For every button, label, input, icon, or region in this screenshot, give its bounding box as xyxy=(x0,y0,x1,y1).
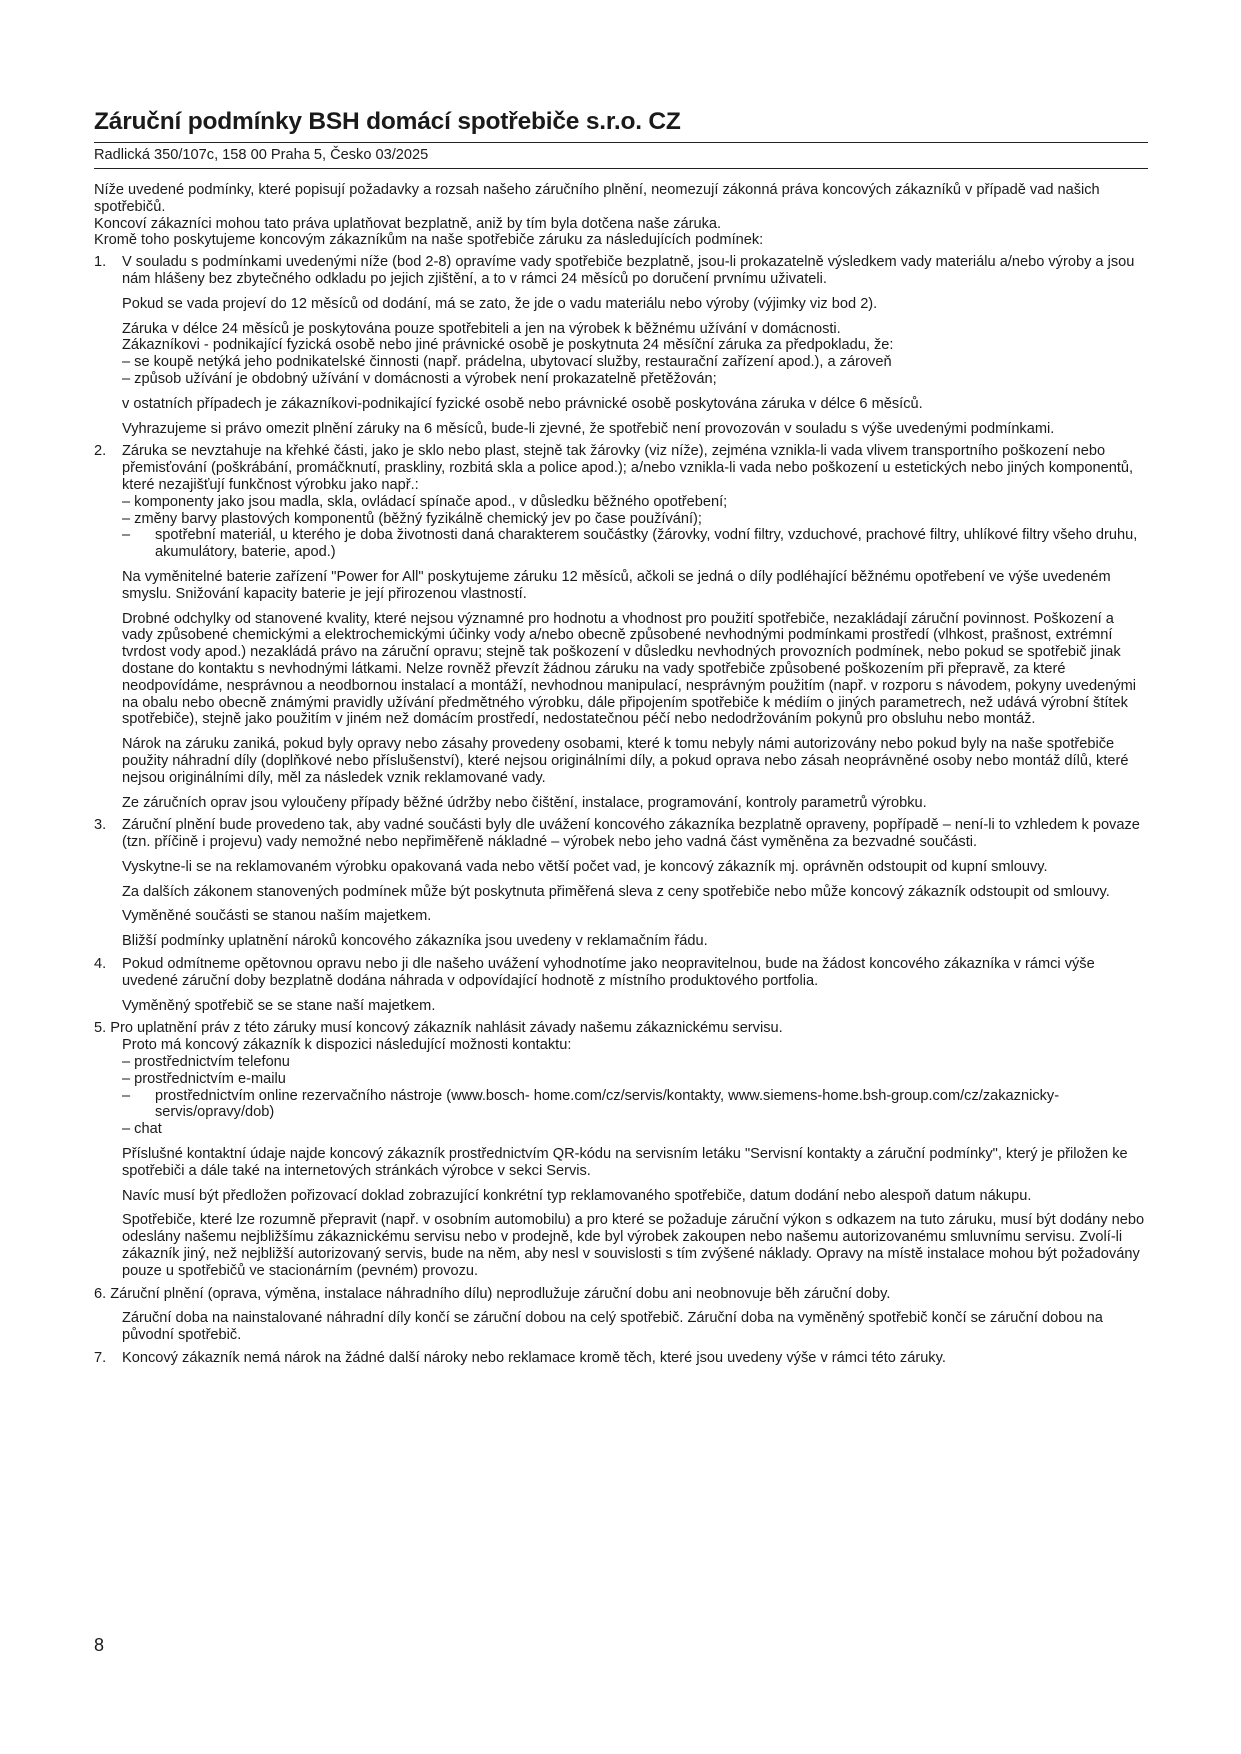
subtitle-rule xyxy=(94,168,1148,169)
item-3-paragraph-3: Za dalších zákonem stanovených podmínek může být poskytnuta přiměřená sleva z ceny spotřebiče nebo může koncový zákazník odstoupit od smlouvy. xyxy=(122,883,1110,900)
item-1-paragraph-6: Vyhrazujeme si právo omezit plnění záruky na 6 měsíců, bude-li zjevné, že spotřebič není provozován v souladu s výše uvedenými podmínkami. xyxy=(122,420,1055,437)
item-2-paragraph-4: Nárok na záruku zaniká, pokud byly opravy nebo zásahy provedeny osobami, které k tomu nebyly námi autorizovány nebo pokud byly na naše spotřebiče použity náhradní díly (doplňkové nebo příslušenství), které nejsou originálními díly, a pokud oprava nebo zásah neoprávněné osoby nebo montáž dílů, které nejsou originálními díly, měl za následek vznik reklamované vady. xyxy=(122,736,1129,786)
item-5-dash-4: – chat xyxy=(122,1121,162,1138)
list-item-7 xyxy=(94,1350,1148,1367)
item-5-paragraph-1: Proto má koncový zákazník k dispozici následující možnosti kontaktu: xyxy=(122,1037,572,1054)
list-item-6 xyxy=(94,1286,1148,1344)
item-5-dash-1: – prostřednictvím telefonu xyxy=(122,1054,290,1071)
dash-mark: – xyxy=(122,1087,131,1104)
item-3-paragraph-1: Záruční plnění bude provedeno tak, aby vadné součásti byly dle uvážení koncového zákazníka bezplatně opraveny, popřípadě – není-li to vzhledem k povaze (tzn. příčině i projevu) vady nemožné nebo nepřiměřeně nákladné – výrobek nebo jeho vadná část vyměněna za bezvadné součásti. xyxy=(122,817,1140,851)
item-1-paragraph-5: v ostatních případech je zákazníkovi-podnikající fyzické osobě nebo právnické osobě poskytována záruka v délce 6 měsíců. xyxy=(122,395,923,412)
document-subtitle: Radlická 350/107c, 158 00 Praha 5, Česko 03/2025 xyxy=(94,147,429,163)
dash-mark: – xyxy=(122,527,131,544)
dash-text: prostřednictvím online rezervačního nástroje (www.bosch- home.com/cz/servis/kontakty, www.siemens-home.bsh-group.com/cz/zakaznicky-servis/opravy/dob) xyxy=(155,1087,1060,1121)
list-item-4 xyxy=(94,956,1148,1014)
item-5-lead: Pro uplatnění práv z této záruky musí koncový zákazník nahlásit závady našemu zákaznickému servisu. xyxy=(110,1020,783,1037)
intro-paragraph-2: Koncoví zákazníci mohou tato práva uplatňovat bezplatně, aniž by tím byla dotčena naše záruka. xyxy=(94,215,722,232)
item-5-paragraph-3: Navíc musí být předložen pořizovací doklad zobrazující konkrétní typ reklamovaného spotřebiče, datum dodání nebo alespoň datum nákupu. xyxy=(122,1187,1032,1204)
item-1-paragraph-4: Zákazníkovi - podnikající fyzická osobě nebo jiné právnické osobě je poskytnuta 24 měsíční záruka za předpokladu, že: xyxy=(122,337,894,354)
item-3-paragraph-4: Vyměněné součásti se stanou naším majetkem. xyxy=(122,908,432,925)
list-item-3 xyxy=(94,817,1148,950)
list-number: 3. xyxy=(94,817,107,834)
list-number: 6. xyxy=(94,1285,107,1302)
list-item-2 xyxy=(94,443,1148,811)
item-2-paragraph-2: Na vyměnitelné baterie zařízení "Power for All" poskytujeme záruku 12 měsíců, ačkoli se jedná o díly podléhající běžnému opotřebení ve výše uvedeném smyslu. Snižování kapacity baterie je její přirozenou vlastností. xyxy=(122,568,1111,602)
item-1-paragraph-2: Pokud se vada projeví do 12 měsíců od dodání, má se zato, že jde o vadu materiálu nebo výroby (výjimky viz bod 2). xyxy=(122,295,878,312)
item-5-paragraph-4: Spotřebiče, které lze rozumně přepravit (např. v osobním automobilu) a pro které se požaduje záruční výkon s odkazem na tuto záruku, musí být dodány nebo odeslány našemu nejbližšímu zákaznickému servisu nebo v prodejně, kde byl výrobek zakoupen nebo našemu autorizovanému smluvnímu servisu. Zvolí-li zákazník jiný, než nejbližší autorizovaný servis, bude na něm, aby nesl v souvislosti s tím zvýšené náklady. Opravy na místě instalace mohou být požadovány pouze u spotřebičů ve stacionárním (pevném) provozu. xyxy=(122,1212,1145,1279)
list-number: 4. xyxy=(94,956,107,973)
list-number: 7. xyxy=(94,1350,107,1367)
item-2-dash-1: – komponenty jako jsou madla, skla, ovládací spínače apod., v důsledku běžného opotřebení; xyxy=(122,493,728,510)
item-3-paragraph-2: Vyskytne-li se na reklamovaném výrobku opakovaná vada nebo větší počet vad, je koncový zákazník mj. oprávněn odstoupit od kupní smlouvy. xyxy=(122,858,1048,875)
list-item-1 xyxy=(94,254,1148,437)
item-5-paragraph-2: Příslušné kontaktní údaje najde koncový zákazník prostřednictvím QR-kódu na servisním letáku "Servisní kontakty a záruční podmínky", který je přiložen ke spotřebiči a dále také na internetových stránkách výrobce v sekci Servis. xyxy=(122,1146,1128,1179)
item-1-paragraph-3: Záruka v délce 24 měsíců je poskytována pouze spotřebiteli a jen na výrobek k běžnému užívání v domácnosti. xyxy=(122,320,841,337)
list-item-5 xyxy=(94,1020,1148,1279)
conditions-list xyxy=(94,254,1148,1367)
list-number: 5. xyxy=(94,1020,107,1037)
intro-paragraph-1: Níže uvedené podmínky, které popisují požadavky a rozsah našeho záručního plnění, neomezují zákonná práva koncových zákazníků v případě vad našich spotřebičů. xyxy=(94,182,1100,215)
title-rule xyxy=(94,142,1148,143)
document-body xyxy=(94,182,1148,1373)
list-number: 2. xyxy=(94,443,107,460)
item-1-dash-2: – způsob užívání je obdobný užívání v domácnosti a výrobek není prokazatelně přetěžován; xyxy=(122,370,717,387)
dash-text: spotřební materiál, u kterého je doba životnosti daná charakterem součástky (žárovky, vodní filtry, vzduchové, prachové filtry, uhlíkové filtry všeho druhu, akumulátory, baterie, apod.) xyxy=(155,527,1138,561)
document-title: Záruční podmínky BSH domácí spotřebiče s.r.o. CZ xyxy=(94,108,681,135)
item-2-paragraph-3: Drobné odchylky od stanovené kvality, které nejsou významné pro hodnotu a vhodnost pro použití spotřebiče, nezakládají záruční povinnost. Poškození a vady způsobené chemickými a elektrochemickými účinky vody a/nebo obecně způsobené nevhodnými podmínkami prostředí (vlhkost, prašnost, extrémní tvrdost vody apod.) nezakládá právo na záruční opravu; stejně tak poškození v důsledku nevhodných provozních podmínek, nebo pokud se spotřebič jinak dostane do kontaktu s nevhodnými látkami. Nelze rovněž převzít žádnou záruku na vady spotřebiče způsobené poškozením při přepravě, za které neodpovídáme, nesprávnou a neodbornou instalací a montáží, nevhodnou manipulací, nesprávným použitím (např. v rozporu s návodem, pokyny uvedenými na obalu nebo obecně známými pravidly užívání předmětného výrobku, dále připojením spotřebiče k médiím o jiných parametrech, než udává výrobní štítek spotřebiče), stejně jako použitím v jiném než domácím prostředí, nedostatečnou péčí nebo nedodržováním pokynů pro obsluhu nebo montáž. xyxy=(122,610,1137,728)
item-2-dash-2: – změny barvy plastových komponentů (běžný fyzikálně chemický jev po čase používání); xyxy=(122,510,702,527)
item-3-paragraph-5: Bližší podmínky uplatnění nároků koncového zákazníka jsou uvedeny v reklamačním řádu. xyxy=(122,933,708,950)
item-6-lead: Záruční plnění (oprava, výměna, instalace náhradního dílu) neprodlužuje záruční dobu ani neobnovuje běh záruční doby. xyxy=(110,1285,891,1302)
intro-paragraph-3: Kromě toho poskytujeme koncovým zákazníkům na naše spotřebiče záruku za následujících podmínek: xyxy=(94,232,764,249)
item-6-paragraph-1: Záruční doba na nainstalované náhradní díly končí se záruční dobou na celý spotřebič. Záruční doba na vyměněný spotřebič končí se záruční dobou na původní spotřebič. xyxy=(122,1310,1103,1344)
item-1-dash-1: – se koupě netýká jeho podnikatelské činnosti (např. prádelna, ubytovací služby, restaurační zařízení apod.), a zároveň xyxy=(122,354,892,371)
item-2-paragraph-1: Záruka se nevztahuje na křehké části, jako je sklo nebo plast, stejně tak žárovky (viz níže), zejména vznikla-li vada vlivem transportního poškození nebo přemisťování (poškrábání, promáčknutí, praskliny, rozbitá skla a police apod.); a/nebo vznikla-li vada nebo poškození u estetických nebo jiných komponentů, které nezajišťují funkčnost výrobku jako např.: xyxy=(122,443,1134,493)
item-5-dash-3 xyxy=(122,1088,1148,1122)
list-number: 1. xyxy=(94,254,107,271)
item-4-paragraph-2: Vyměněný spotřebič se se stane naší majetkem. xyxy=(122,997,436,1014)
item-7-paragraph-1: Koncový zákazník nemá nárok na žádné další nároky nebo reklamace kromě těch, které jsou uvedeny výše v rámci této záruky. xyxy=(122,1350,946,1367)
item-1-paragraph-1: V souladu s podmínkami uvedenými níže (bod 2-8) opravíme vady spotřebiče bezplatně, jsou-li prokazatelně výsledkem vady materiálu a/nebo výroby a jsou nám hlášeny bez zbytečného odkladu po jejich zjištění, a to v rámci 24 měsíců po doručení prvnímu uživateli. xyxy=(122,254,1135,287)
item-5-dash-2: – prostřednictvím e-mailu xyxy=(122,1070,286,1087)
item-4-paragraph-1: Pokud odmítneme opětovnou opravu nebo ji dle našeho uvážení vyhodnotíme jako neopravitelnou, bude na žádost koncového zákazníka v rámci výše uvedené záruční doby bezplatně dodána náhrada v odpovídající hodnotě z místního produktového portfolia. xyxy=(122,956,1095,989)
item-2-paragraph-5: Ze záručních oprav jsou vyloučeny případy běžné údržby nebo čištění, instalace, programování, kontroly parametrů výrobku. xyxy=(122,794,927,811)
page-number: 8 xyxy=(94,1635,105,1655)
item-2-dash-3 xyxy=(122,527,1148,561)
